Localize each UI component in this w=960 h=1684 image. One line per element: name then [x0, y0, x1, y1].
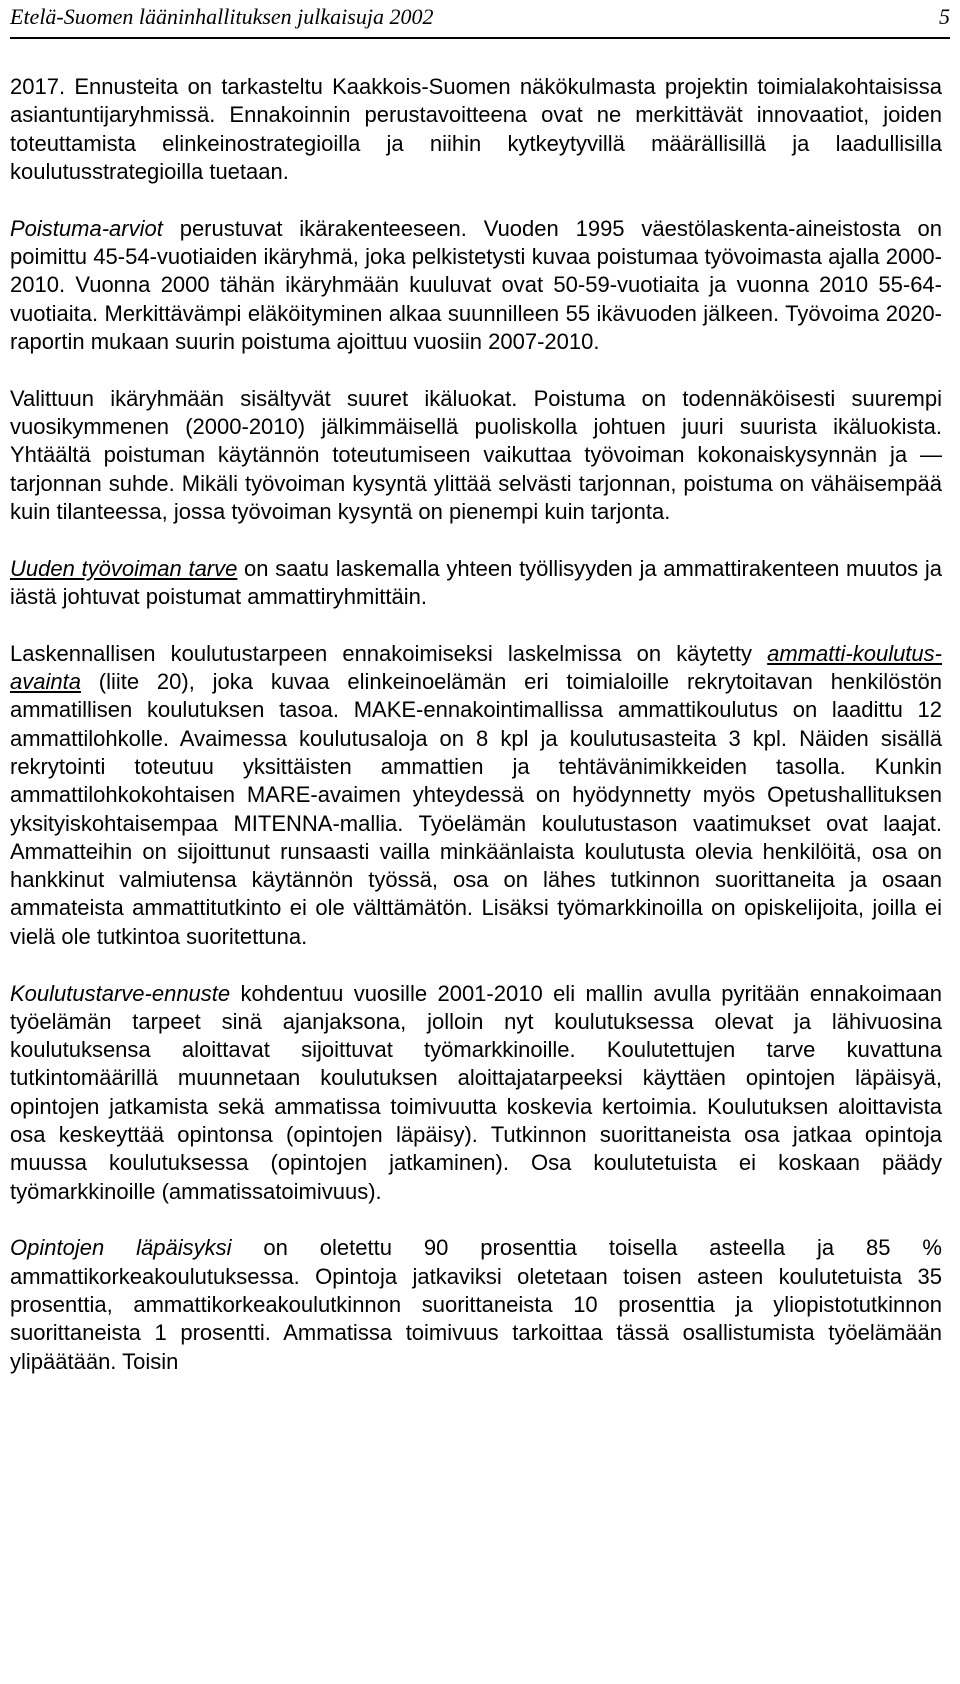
- publication-title: Etelä-Suomen lääninhallituksen julkaisuja 2002: [10, 4, 434, 29]
- term-opintojen-lapaisyksi: Opintojen läpäisyksi: [10, 1235, 232, 1261]
- paragraph-training-key: [10, 640, 942, 951]
- paragraph-age-groups: [10, 385, 942, 526]
- paragraph-text: Valittuun ikäryhmään sisältyvät suuret ikäluokat. Poistuma on todennäköisesti suurempi vuosikymmenen (2000-2010) jälkimmäisellä puoliskolla johtuen juuri suurista ikäluokista. Yhtäältä poistuman käytännön toteutumiseen vaikuttaa työvoiman kokonaiskysynnän ja —tarjonnan suhde. Mikäli työvoiman kysyntä ylittää selvästi tarjonnan, poistuma on vähäisempää kuin tilanteessa, jossa työvoiman kysyntä on pienempi kuin tarjonta.: [10, 385, 942, 524]
- paragraph-text: on oletettu 90 prosenttia toisella asteella ja 85 % ammattikorkeakoulutuksessa. Opintoja jatkaviksi oletetaan toisen asteen koulutetuista 35 prosenttia, ammattikorkeakoulutkinnon suorittaneista 10 prosenttia ja yliopistotutkinnon suorittaneista 1 prosentti. Ammatissa toimivuus tarkoittaa tässä osallistumista työelämään ylipäätään. Toisin: [10, 1235, 942, 1374]
- paragraph-new-labour-need: [10, 555, 942, 612]
- paragraph-text: 2017. Ennusteita on tarkasteltu Kaakkois-Suomen näkökulmasta projektin toimialakohtaisissa asiantuntijaryhmissä. Ennakoinnin perustavoitteena ovat ne merkittävät innovaatiot, joiden toteuttamista elinkeinostrategioilla ja niihin kytkeytyvillä määrällisillä ja laadullisilla koulutusstrategioilla tuetaan.: [10, 74, 942, 184]
- term-koulutustarve-ennuste: Koulutustarve-ennuste: [10, 980, 231, 1006]
- paragraph-forecasts: [10, 73, 942, 186]
- paragraph-text: perustuvat ikärakenteeseen. Vuoden 1995 väestölaskenta-aineistosta on poimittu 45-54-vuotiaiden ikäryhmä, joka pelkistetysti kuvaa poistumaa työvoimasta ajalla 2000-2010. Vuonna 2000 tähän ikäryhmään kuuluvat ovat 50-59-vuotiaita ja vuonna 2010 55-64-vuotiaita. Merkittävämpi eläköityminen alkaa suunnilleen 55 ikävuoden jälkeen. Työvoima 2020-raportin mukaan suurin poistuma ajoittuu vuosiin 2007-2010.: [10, 215, 942, 354]
- document-body: [10, 73, 942, 1376]
- paragraph-training-forecast: [10, 980, 942, 1206]
- term-poistuma-arviot: Poistuma-arviot: [10, 215, 163, 241]
- paragraph-completion-rate: [10, 1234, 942, 1375]
- term-ammatti-koulutus-avain: ammatti-koulutus-avainta: [10, 640, 942, 695]
- paragraph-text-intro: Laskennallisen koulutustarpeen ennakoimiseksi laskelmissa on käytetty: [10, 640, 768, 666]
- term-uuden-tyovoiman-tarve: Uuden työvoiman tarve: [10, 555, 238, 581]
- paragraph-attrition-estimates: [10, 215, 942, 356]
- page-header: [10, 0, 950, 39]
- paragraph-text: kohdentuu vuosille 2001-2010 eli mallin avulla pyritään ennakoimaan työelämän tarpeet sinä ajanjaksona, jolloin nyt koulutuksessa olevat ja lähivuosina koulutuksensa aloittavat sijoittuvat työmarkkinoille. Koulutettujen tarve kuvattuna tutkintomäärillä muunnetaan koulutuksen aloittajatarpeeksi käyttäen opintojen läpäisyä, opintojen jatkamista sekä ammatissa toimivuutta koskevia kertoimia. Koulutuksen aloittavista osa keskeyttää opintonsa (opintojen läpäisy). Tutkinnon suorittaneista osa jatkaa opintoja muussa koulutuksessa (opintojen jatkaminen). Osa koulutetuista ei koskaan päädy työmarkkinoille (ammatissatoimivuus).: [10, 980, 942, 1204]
- paragraph-text: on saatu laskemalla yhteen työllisyyden ja ammattirakenteen muutos ja iästä johtuvat poistumat ammattiryhmittäin.: [10, 555, 942, 609]
- paragraph-text: (liite 20), joka kuvaa elinkeinoelämän eri toimialoille rekrytoitavan henkilöstön ammatillisen koulutuksen tasoa. MAKE-ennakointimallissa ammattikoulutus on laadittu 12 ammattilohkolle. Avaimessa koulutusaloja on 8 kpl ja koulutusasteita 3 kpl. Näiden sisällä rekrytointi toteutuu yksittäisten ammattien ja tehtävänimikkeiden tasolla. Kunkin ammattilohkokohtaisen MARE-avaimen yhteydessä on hyödynnetty myös Opetushallituksen yksityiskohtaisempaa MITENNA-mallia. Työelämän koulutustason vaatimukset ovat laajat. Ammatteihin on sijoittunut runsaasti vailla minkäänlaista koulutusta olevia henkilöitä, osa on hankkinut valmiutensa käytännön työssä, osa on lähes tutkinnon suorittaneita ja osaan ammateista ammattitutkinto ei ole välttämätön. Lisäksi työmarkkinoilla on opiskelijoita, joilla ei vielä ole tutkintoa suoritettuna.: [10, 669, 942, 949]
- page-number: 5: [939, 4, 950, 29]
